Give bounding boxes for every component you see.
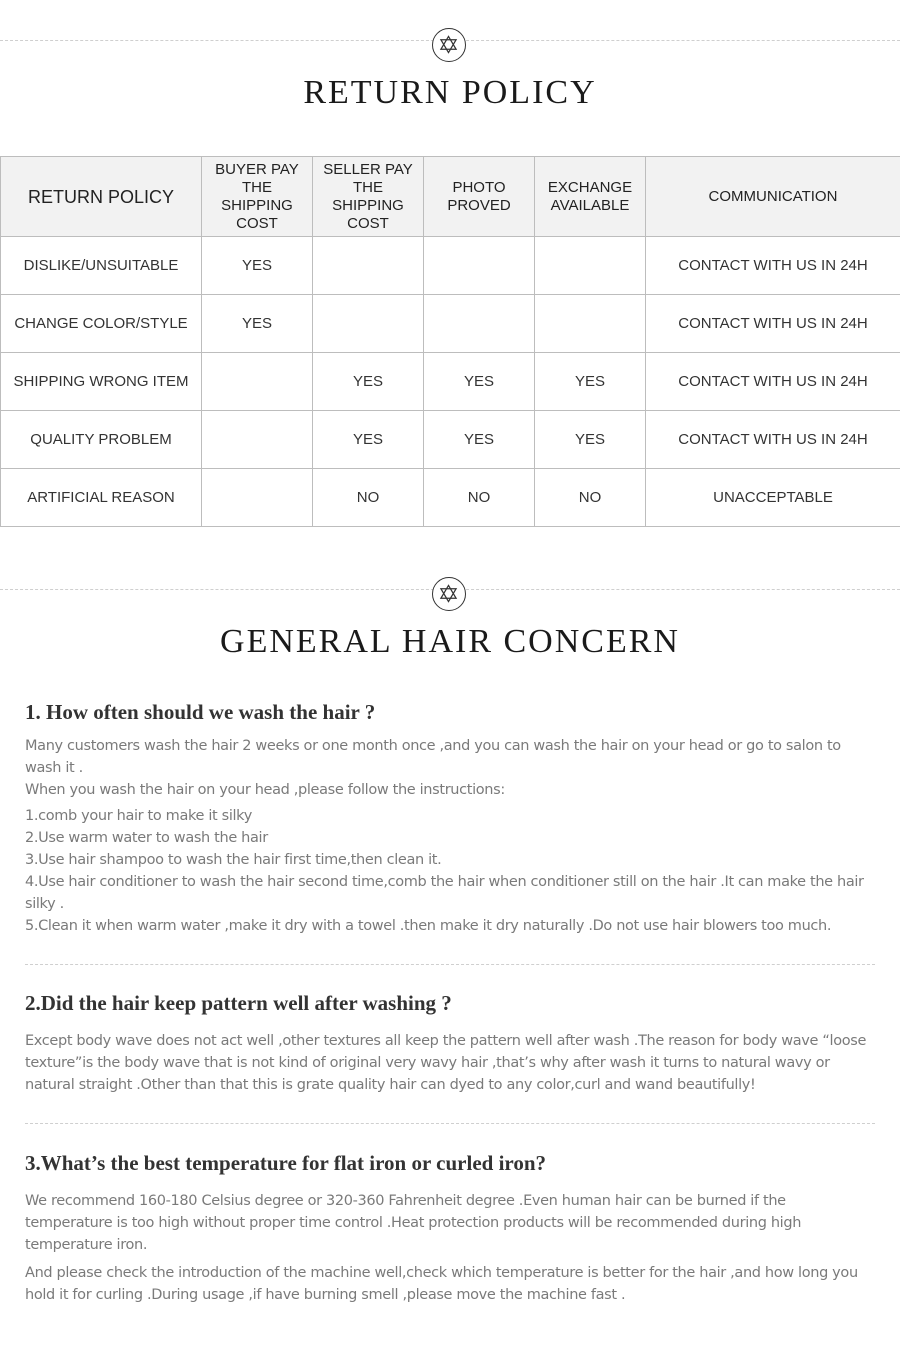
row-label: CHANGE COLOR/STYLE xyxy=(1,295,202,353)
row-label: ARTIFICIAL REASON xyxy=(1,469,202,527)
faq-question: 2.Did the hair keep pattern well after washing ? xyxy=(25,991,452,1015)
table-cell xyxy=(424,295,535,353)
table-cell xyxy=(202,353,313,411)
header-cell: RETURN POLICY xyxy=(1,157,202,237)
table-row xyxy=(1,469,900,527)
star-emblem-icon xyxy=(432,28,466,62)
table-cell: YES xyxy=(424,411,535,469)
table-cell: NO xyxy=(535,469,646,527)
faq-answer: Except body wave does not act well ,other textures all keep the pattern well after wash .The reason for body wave “loose texture”is the body wave that is not kind of original very wavy hair ,that’s why after wash it turns to natural wavy or natural straight .Other than that this is grate quality hair can dyed to any color,curl and wand beautifully! xyxy=(25,1033,867,1093)
faq-answer: When you wash the hair on your head ,please follow the instructions: xyxy=(25,782,505,798)
table-cell: YES xyxy=(424,353,535,411)
header-cell: PHOTO PROVED xyxy=(424,157,535,237)
table-cell: CONTACT WITH US IN 24H xyxy=(646,237,900,295)
table-cell: YES xyxy=(202,295,313,353)
instruction-step: 5.Clean it when warm water ,make it dry with a towel .then make it dry naturally .Do not use hair blowers too much. xyxy=(25,918,832,934)
table-cell xyxy=(535,237,646,295)
table-cell xyxy=(202,469,313,527)
return-policy-table xyxy=(0,156,900,527)
table-cell: YES xyxy=(202,237,313,295)
table-cell: NO xyxy=(313,469,424,527)
table-cell: YES xyxy=(535,353,646,411)
star-emblem-icon xyxy=(432,577,466,611)
return-policy-title: RETURN POLICY xyxy=(303,74,597,111)
table-cell: UNACCEPTABLE xyxy=(646,469,900,527)
faq-answer: And please check the introduction of the machine well,check which temperature is better for the hair ,and how long you hold it for curling .During usage ,if have burning smell ,please move the machine fast . xyxy=(25,1265,858,1303)
faq-pattern-after-washing xyxy=(25,991,876,1096)
instruction-step: 2.Use warm water to wash the hair xyxy=(25,830,268,846)
faq-question: 1. How often should we wash the hair ? xyxy=(25,700,376,724)
instruction-step: 4.Use hair conditioner to wash the hair second time,comb the hair when conditioner still on the hair .It can make the hair silky . xyxy=(25,874,864,912)
row-label: SHIPPING WRONG ITEM xyxy=(1,353,202,411)
faq-separator xyxy=(25,964,875,965)
general-hair-concern-title: GENERAL HAIR CONCERN xyxy=(220,623,680,660)
table-cell: YES xyxy=(313,411,424,469)
header-cell: EXCHANGE AVAILABLE xyxy=(535,157,646,237)
table-cell xyxy=(313,295,424,353)
table-cell xyxy=(313,237,424,295)
faq-wash-frequency xyxy=(25,700,876,937)
header-cell: SELLER PAY THE SHIPPING COST xyxy=(313,157,424,237)
table-cell: CONTACT WITH US IN 24H xyxy=(646,353,900,411)
table-row xyxy=(1,295,900,353)
table-cell: YES xyxy=(535,411,646,469)
table-cell: CONTACT WITH US IN 24H xyxy=(646,411,900,469)
faq-answer: We recommend 160-180 Celsius degree or 320-360 Fahrenheit degree .Even human hair can be burned if the temperature is too high without proper time control .Heat protection products will be recommended during high temperature iron. xyxy=(25,1193,802,1253)
table-cell xyxy=(535,295,646,353)
instruction-step: 1.comb your hair to make it silky xyxy=(25,808,252,824)
table-cell: CONTACT WITH US IN 24H xyxy=(646,295,900,353)
table-row xyxy=(1,237,900,295)
row-label: DISLIKE/UNSUITABLE xyxy=(1,237,202,295)
header-cell: COMMUNICATION xyxy=(646,157,900,237)
table-cell: NO xyxy=(424,469,535,527)
table-cell xyxy=(202,411,313,469)
table-cell xyxy=(424,237,535,295)
faq-answer: Many customers wash the hair 2 weeks or one month once ,and you can wash the hair on your head or go to salon to wash it . xyxy=(25,738,841,776)
table-header-row xyxy=(1,157,900,237)
table-row xyxy=(1,353,900,411)
header-cell: BUYER PAY THE SHIPPING COST xyxy=(202,157,313,237)
table-row xyxy=(1,411,900,469)
instruction-step: 3.Use hair shampoo to wash the hair first time,then clean it. xyxy=(25,852,442,868)
table-cell: YES xyxy=(313,353,424,411)
faq-question: 3.What’s the best temperature for flat iron or curled iron? xyxy=(25,1151,547,1175)
faq-iron-temperature xyxy=(25,1151,876,1306)
row-label: QUALITY PROBLEM xyxy=(1,411,202,469)
faq-separator xyxy=(25,1123,875,1124)
